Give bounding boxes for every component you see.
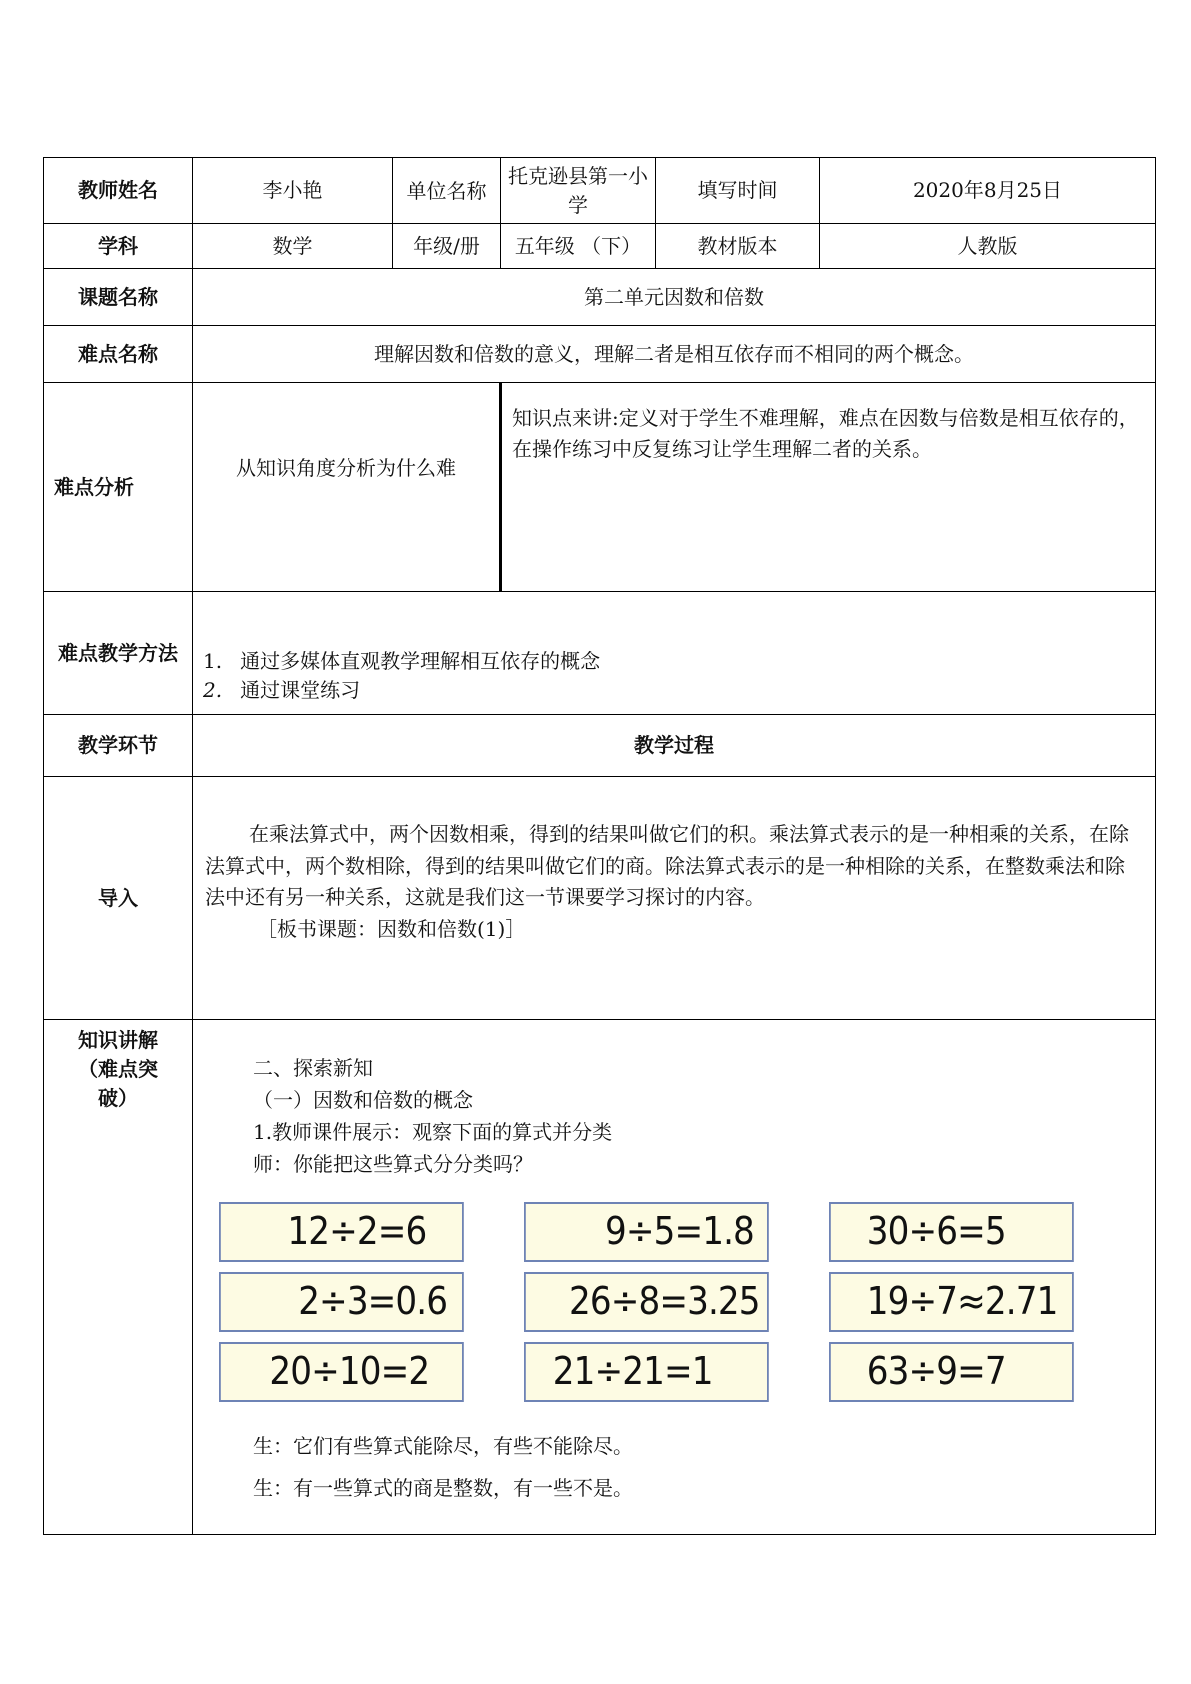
knowledge-label: 知识讲解（难点突破） bbox=[44, 1020, 193, 1535]
method-item-number: 2. bbox=[203, 678, 223, 702]
equation-card: 12÷2=6 bbox=[219, 1202, 464, 1262]
method-item bbox=[203, 647, 1155, 676]
analysis-angle: 从知识角度分析为什么难 bbox=[193, 383, 501, 592]
method-list bbox=[193, 647, 1155, 705]
method-item bbox=[203, 676, 1155, 705]
knowledge-line: 二、探索新知 bbox=[253, 1056, 373, 1080]
knowledge-line: （一）因数和倍数的概念 bbox=[253, 1088, 473, 1112]
analysis-label: 难点分析 bbox=[44, 383, 193, 592]
unit-name: 托克逊县第一小学 bbox=[501, 158, 656, 224]
unit-label: 单位名称 bbox=[393, 158, 501, 224]
equation-card: 20÷10=2 bbox=[219, 1342, 464, 1402]
equation-grid bbox=[219, 1202, 1145, 1402]
subject-label: 学科 bbox=[44, 224, 193, 269]
edition-value: 人教版 bbox=[820, 224, 1156, 269]
analysis-content: 知识点来讲:定义对于学生不难理解，难点在因数与倍数是相互依存的，在操作练习中反复练习让学生理解二者的关系。 bbox=[501, 383, 1156, 592]
equation-card: 63÷9=7 bbox=[829, 1342, 1074, 1402]
process-title: 教学过程 bbox=[193, 715, 1156, 777]
intro-paragraph: 在乘法算式中，两个因数相乘，得到的结果叫做它们的积。乘法算式表示的是一种相乘的关系，在除法算式中，两个数相除，得到的结果叫做它们的商。除法算式表示的是一种相除的关系，在整数乘法和除法中还有另一种关系，这就是我们这一节课要学习探讨的内容。 bbox=[205, 822, 1129, 910]
method-item-text: 通过多媒体直观教学理解相互依存的概念 bbox=[240, 649, 601, 673]
info-row-1 bbox=[44, 158, 1156, 224]
student-response: 生：有一些算式的商是整数，有一些不是。 bbox=[253, 1476, 633, 1500]
teacher-label: 教师姓名 bbox=[44, 158, 193, 224]
difficulty-label: 难点名称 bbox=[44, 326, 193, 383]
topic-label: 课题名称 bbox=[44, 269, 193, 326]
topic-row bbox=[44, 269, 1156, 326]
intro-board-note: ［板书课题：因数和倍数(1)］ bbox=[257, 916, 526, 941]
method-row bbox=[44, 592, 1156, 715]
date-label: 填写时间 bbox=[656, 158, 820, 224]
analysis-row bbox=[44, 383, 1156, 592]
knowledge-line: 1.教师课件展示：观察下面的算式并分类 bbox=[253, 1120, 613, 1144]
equation-card: 26÷8=3.25 bbox=[524, 1272, 769, 1332]
lesson-plan-sheet bbox=[43, 157, 1155, 1535]
intro-label: 导入 bbox=[44, 777, 193, 1020]
knowledge-row bbox=[44, 1020, 1156, 1535]
info-row-2 bbox=[44, 224, 1156, 269]
method-cell bbox=[193, 592, 1156, 715]
difficulty-value: 理解因数和倍数的意义，理解二者是相互依存而不相同的两个概念。 bbox=[193, 326, 1156, 383]
knowledge-cell bbox=[193, 1020, 1156, 1535]
student-responses bbox=[253, 1430, 1145, 1504]
knowledge-line: 师：你能把这些算式分分类吗？ bbox=[253, 1152, 533, 1176]
intro-cell bbox=[193, 777, 1156, 1020]
equation-card: 19÷7≈2.71 bbox=[829, 1272, 1074, 1332]
grade-value: 五年级 （下） bbox=[501, 224, 656, 269]
teacher-name: 李小艳 bbox=[193, 158, 393, 224]
method-item-text: 通过课堂练习 bbox=[240, 678, 361, 702]
intro-row bbox=[44, 777, 1156, 1020]
process-header-row bbox=[44, 715, 1156, 777]
equation-card: 21÷21=1 bbox=[524, 1342, 769, 1402]
grade-label: 年级/册 bbox=[393, 224, 501, 269]
student-response: 生：它们有些算式能除尽，有些不能除尽。 bbox=[253, 1434, 633, 1458]
date-value: 2020年8月25日 bbox=[820, 158, 1156, 224]
equation-card: 2÷3=0.6 bbox=[219, 1272, 464, 1332]
subject-value: 数学 bbox=[193, 224, 393, 269]
equation-card: 9÷5=1.8 bbox=[524, 1202, 769, 1262]
equation-card: 30÷6=5 bbox=[829, 1202, 1074, 1262]
topic-value: 第二单元因数和倍数 bbox=[193, 269, 1156, 326]
difficulty-row bbox=[44, 326, 1156, 383]
method-label: 难点教学方法 bbox=[44, 592, 193, 715]
process-stage-label: 教学环节 bbox=[44, 715, 193, 777]
edition-label: 教材版本 bbox=[656, 224, 820, 269]
method-item-number: 1. bbox=[203, 649, 223, 673]
lesson-plan-table bbox=[43, 157, 1156, 1535]
